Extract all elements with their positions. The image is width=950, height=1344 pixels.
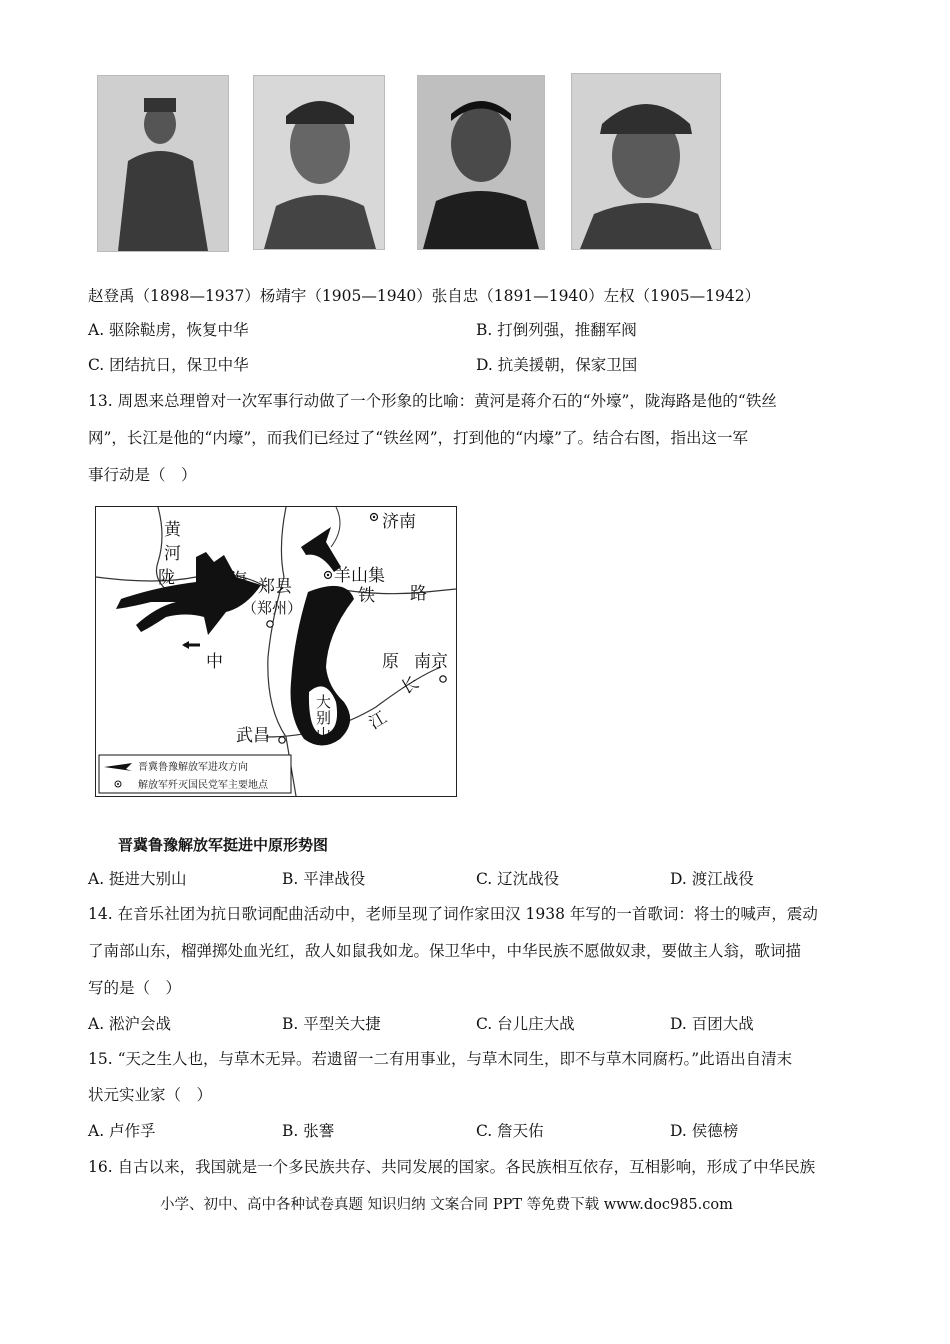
q13-option-a[interactable]: A. 挺进大别山 xyxy=(88,870,187,888)
q15-option-d[interactable]: D. 侯德榜 xyxy=(670,1122,739,1140)
q15-option-b[interactable]: B. 张謇 xyxy=(282,1122,335,1140)
q16-line-1: 16. 自古以来，我国就是一个多民族共存、共同发展的国家。各民族相互依存，互相影响，形成了中华民族 xyxy=(88,1158,816,1176)
q15-option-a[interactable]: A. 卢作孚 xyxy=(88,1122,156,1140)
q12-option-d[interactable]: D. 抗美援朝，保家卫国 xyxy=(476,356,638,374)
q13-line-3: 事行动是（ ） xyxy=(88,466,197,484)
west-attack-arrow xyxy=(116,552,261,635)
wuchang-marker xyxy=(279,737,285,743)
map-label-tie: 铁 xyxy=(358,586,375,606)
q12-people-line: 赵登禹（1898—1937）杨靖宇（1905—1940）张自忠（1891—1940）左权（1905—1942） xyxy=(88,287,761,305)
q14-line-3: 写的是（ ） xyxy=(88,979,182,997)
zhengzhou-marker xyxy=(267,621,273,627)
q14-line-1: 14. 在音乐社团为抗日歌词配曲活动中，老师呈现了词作家田汉 1938 年写的一首歌词：将士的喊声，震动 xyxy=(88,905,818,923)
map-label-zhengxian: 郑县 xyxy=(258,577,292,597)
map-label-long: 陇 xyxy=(158,568,175,588)
legend-attack-direction: 晋冀鲁豫解放军进攻方向 xyxy=(138,762,248,773)
photo-zhao-dengyu xyxy=(97,75,229,252)
map-label-yangshanji: 羊山集 xyxy=(334,566,385,586)
central-plains-map xyxy=(95,506,457,797)
q12-option-a[interactable]: A. 驱除鞑虏，恢复中华 xyxy=(88,321,249,339)
jinan-marker xyxy=(371,514,378,521)
map-label-he: 河 xyxy=(164,544,181,564)
map-label-da: 大 xyxy=(316,693,332,711)
q15-line-2: 状元实业家（ ） xyxy=(88,1086,213,1104)
map-label-huang: 黄 xyxy=(164,520,181,540)
map-label-nanjing: 南京 xyxy=(414,652,448,672)
q12-option-b[interactable]: B. 打倒列强，推翻军阀 xyxy=(476,321,637,339)
map-label-bie: 别 xyxy=(316,709,332,727)
q13-option-b[interactable]: B. 平津战役 xyxy=(282,870,366,888)
legend-annihilation-site: 解放军歼灭国民党军主要地点 xyxy=(138,780,268,791)
q13-option-d[interactable]: D. 渡江战役 xyxy=(670,870,754,888)
q15-line-1: 15. “天之生人也，与草木无异。若遗留一二有用事业，与草木同生，即不与草木同腐朽。”此语出自清末 xyxy=(88,1050,793,1068)
map-label-zhengzhou: （郑州） xyxy=(242,599,303,617)
map-label-lu: 路 xyxy=(410,584,427,604)
q14-option-c[interactable]: C. 台儿庄大战 xyxy=(476,1015,575,1033)
yangshanji-marker xyxy=(325,572,332,579)
photo-zuo-quan xyxy=(571,73,721,250)
q13-line-1: 13. 周恩来总理曾对一次军事行动做了一个形象的比喻：黄河是蒋介石的“外壕”，陇海路是他的“铁丝 xyxy=(88,392,777,410)
map-legend xyxy=(99,755,291,793)
map-label-chang: 长 xyxy=(397,672,423,699)
map-label-wuchang: 武昌 xyxy=(236,726,270,746)
map-label-shan: 山 xyxy=(316,725,332,743)
q14-option-b[interactable]: B. 平型关大捷 xyxy=(282,1015,381,1033)
map-label-zhong: 中 xyxy=(206,652,223,672)
q14-option-a[interactable]: A. 淞沪会战 xyxy=(88,1015,172,1033)
photo-zhang-zizhong xyxy=(417,75,545,250)
nanjing-marker xyxy=(440,676,446,682)
map-label-hai: 海 xyxy=(230,570,247,590)
map-caption: 晋冀鲁豫解放军挺进中原形势图 xyxy=(118,836,329,854)
map-label-jiang: 江 xyxy=(365,707,391,734)
page-footer[interactable]: 小学、初中、高中各种试卷真题 知识归纳 文案合同 PPT 等免费下载 www.doc985.com xyxy=(160,1197,733,1213)
q15-option-c[interactable]: C. 詹天佑 xyxy=(476,1122,544,1140)
q14-option-d[interactable]: D. 百团大战 xyxy=(670,1015,754,1033)
q13-line-2: 网”，长江是他的“内壕”，而我们已经过了“铁丝网”，打到他的“内壕”了。结合右图，指出这一军 xyxy=(88,429,748,447)
q13-option-c[interactable]: C. 辽沈战役 xyxy=(476,870,560,888)
map-label-yuan: 原 xyxy=(382,652,399,672)
photo-yang-jingyu xyxy=(253,75,385,250)
q12-option-c[interactable]: C. 团结抗日，保卫中华 xyxy=(88,356,249,374)
q14-line-2: 了南部山东，榴弹掷处血光红，敌人如鼠我如龙。保卫华中，中华民族不愿做奴隶，要做主人翁，歌词描 xyxy=(88,942,802,960)
map-label-jinan: 济南 xyxy=(382,512,416,532)
